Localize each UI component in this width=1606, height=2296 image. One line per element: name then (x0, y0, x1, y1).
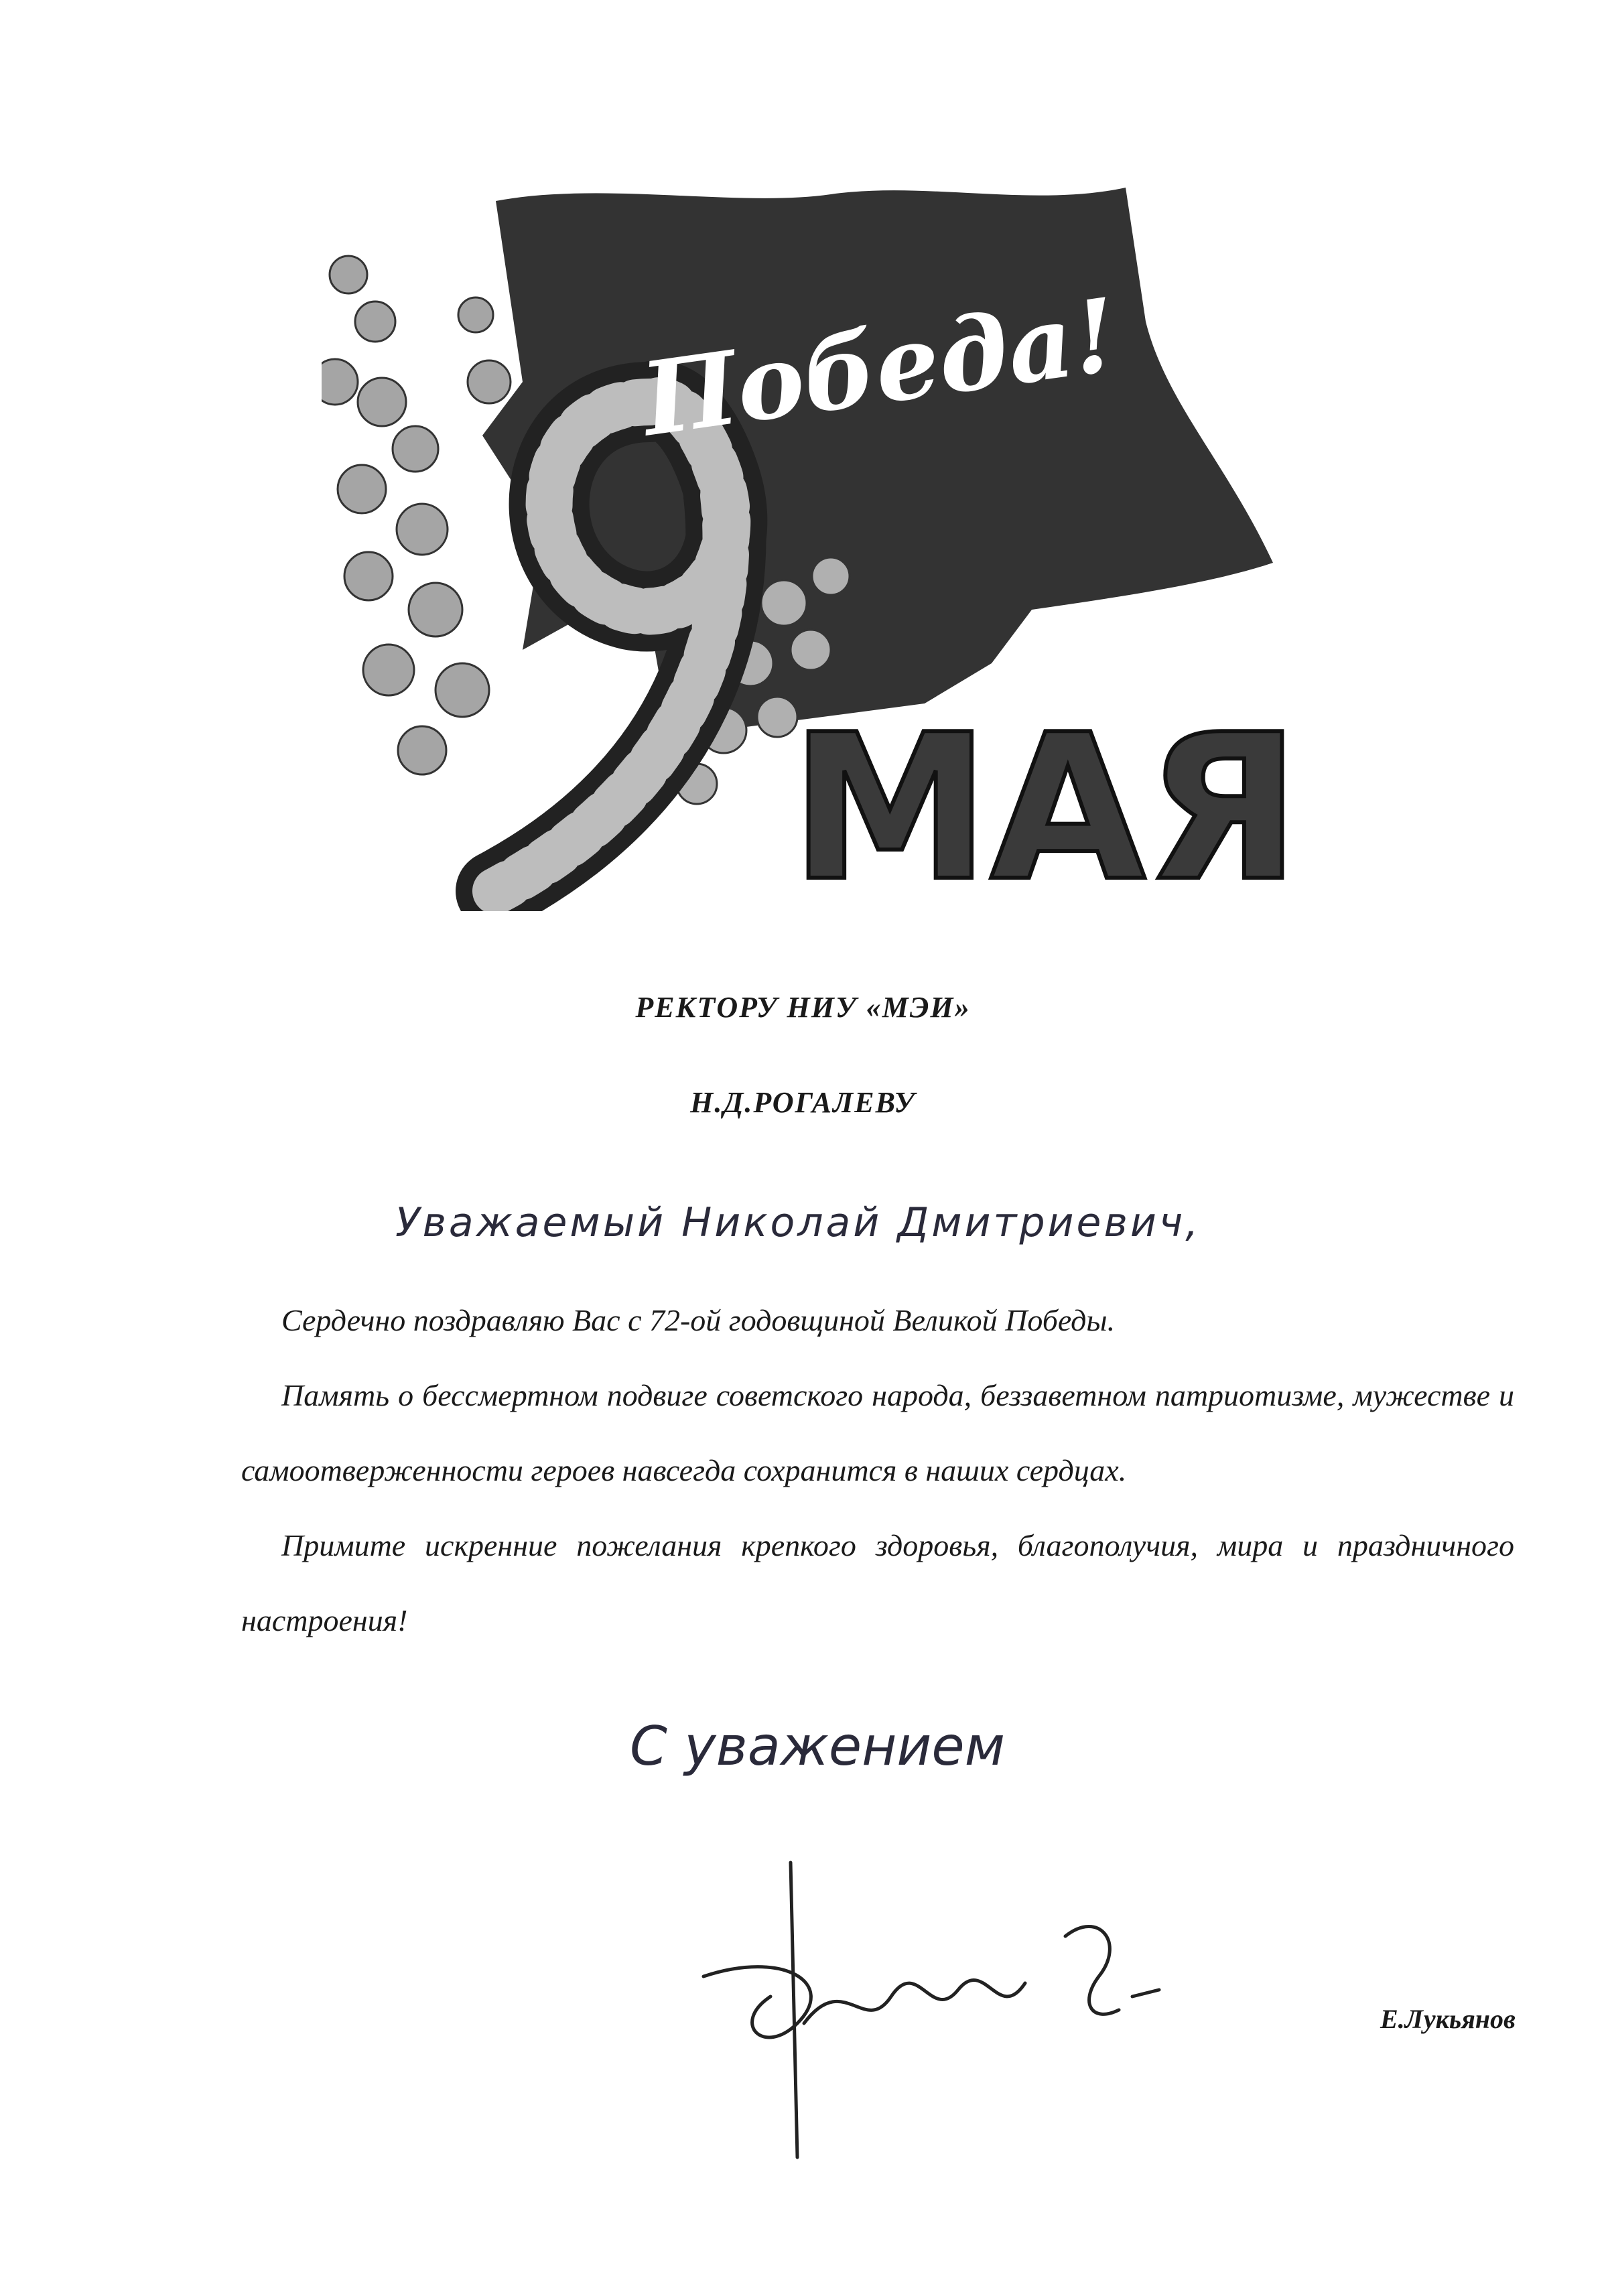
banner-text: Победа! (634, 275, 1124, 460)
handwritten-closing: С уважением (630, 1715, 1005, 1777)
body-paragraph-3: Примите искренние пожелания крепкого здоровья, благополучия, мира и праздничного настроения! (241, 1528, 1514, 1637)
body-paragraph-2: Память о бессмертном подвиге советского народа, беззаветном патриотизме, мужестве и самоотверженности героев навсегда сохранится в наших сердцах. (241, 1378, 1514, 1487)
recipient-name: Н.Д.РОГАЛЕВУ (690, 1086, 916, 1119)
signer-name: Е.Лукьянов (1380, 2004, 1516, 2034)
month-text: МАЯ (790, 691, 1300, 911)
body-paragraph-1: Сердечно поздравляю Вас с 72-ой годовщиной Великой Победы. (281, 1303, 1116, 1337)
recipient-title: РЕКТОРУ НИУ «МЭИ» (635, 991, 971, 1024)
victory-day-emblem (322, 181, 1340, 911)
letter-body (241, 1283, 1514, 1658)
signature-scribble (690, 1822, 1173, 2171)
handwritten-greeting: Уважаемый Николай Дмитриевич, (395, 1199, 1201, 1246)
flower-cluster-left (322, 256, 511, 774)
